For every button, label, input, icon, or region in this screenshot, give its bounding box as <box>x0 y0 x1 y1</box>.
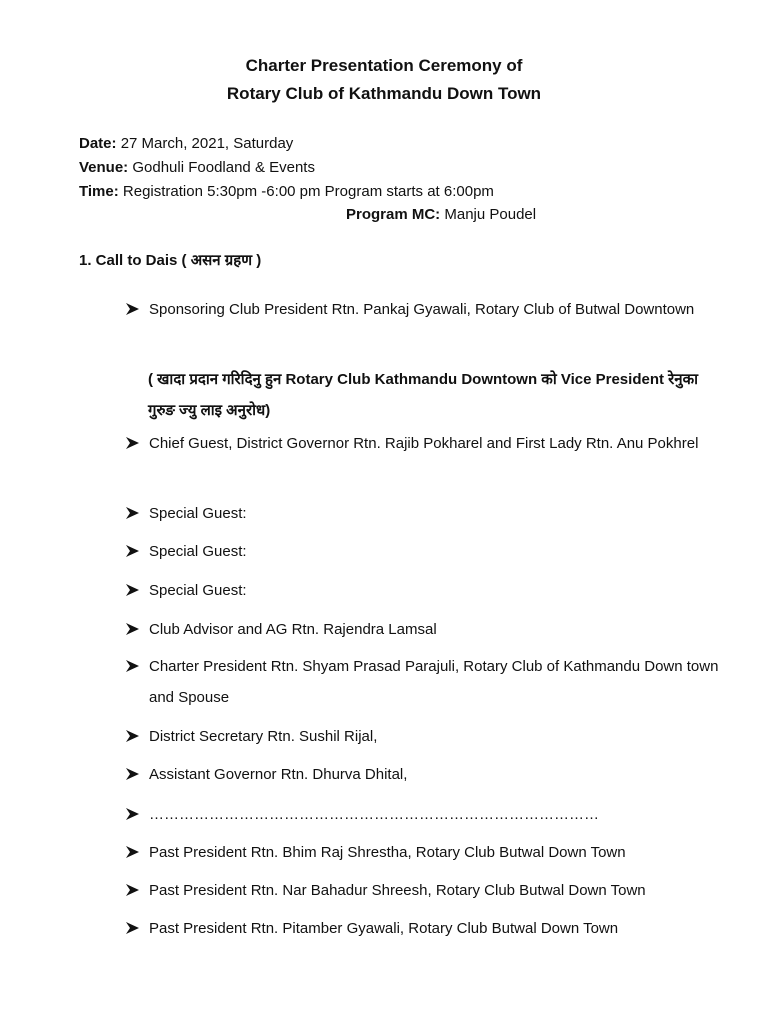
arrow-bullet-icon <box>126 799 140 830</box>
arrow-bullet-icon <box>126 837 140 868</box>
list-item-text: Chief Guest, District Governor Rtn. Rajib Pokharel and First Lady Rtn. Anu Pokhrel <box>149 435 699 452</box>
arrow-bullet-icon <box>126 536 140 567</box>
list-item <box>126 536 726 567</box>
venue-line <box>79 159 315 176</box>
venue-label: Venue: <box>79 159 129 176</box>
list-item-text: Special Guest: <box>149 582 247 599</box>
list-item <box>126 837 726 868</box>
time-value: Registration 5:30pm -6:00 pm Program starts at 6:00pm <box>122 183 494 200</box>
list-item-text: Charter President Rtn. Shyam Prasad Parajuli, Rotary Club of Kathmandu Down town and Spouse <box>149 658 719 706</box>
arrow-bullet-icon <box>126 575 140 606</box>
list-item <box>126 575 726 606</box>
list-item <box>126 799 726 830</box>
arrow-bullet-icon <box>126 428 140 459</box>
date-label: Date: <box>79 135 117 152</box>
program-mc-line <box>346 206 536 223</box>
list-item <box>126 428 726 459</box>
list-item <box>126 498 726 529</box>
arrow-bullet-icon <box>126 721 140 752</box>
time-line <box>79 183 494 200</box>
list-item-text: Sponsoring Club President Rtn. Pankaj Gyawali, Rotary Club of Butwal Downtown <box>149 301 695 318</box>
list-item-text: Special Guest: <box>149 543 247 560</box>
arrow-bullet-icon <box>126 294 140 325</box>
arrow-bullet-icon <box>126 913 140 944</box>
list-item <box>126 875 726 906</box>
list-item-text: Past President Rtn. Bhim Raj Shrestha, Rotary Club Butwal Down Town <box>149 844 626 861</box>
document-title-line-2: Rotary Club of Kathmandu Down Town <box>226 84 542 103</box>
list-item-text: Special Guest: <box>149 505 247 522</box>
list-item <box>126 294 726 325</box>
list-item-text: ……………………………………………………………………………… <box>149 806 599 823</box>
arrow-bullet-icon <box>126 759 140 790</box>
section-heading-call-to-dais: 1. Call to Dais ( असन ग्रहण ) <box>79 252 262 269</box>
list-item-text: Past President Rtn. Nar Bahadur Shreesh, Rotary Club Butwal Down Town <box>149 882 646 899</box>
arrow-bullet-icon <box>126 875 140 906</box>
list-item <box>126 651 726 713</box>
sponsor-note: ( खादा प्रदान गरिदिनु हुन Rotary Club Kathmandu Downtown को Vice President रेनुका गुरुङ ज्यु लाइ अनुरोध) <box>148 371 699 419</box>
list-item-text: District Secretary Rtn. Sushil Rijal, <box>149 728 378 745</box>
date-line <box>79 135 293 152</box>
list-item <box>126 721 726 752</box>
arrow-bullet-icon <box>126 614 140 645</box>
list-item-text: Club Advisor and AG Rtn. Rajendra Lamsal <box>149 621 437 638</box>
program-mc-value: Manju Poudel <box>444 206 537 223</box>
list-item <box>126 614 726 645</box>
venue-value: Godhuli Foodland & Events <box>132 159 315 176</box>
document-title-line-1: Charter Presentation Ceremony of <box>245 56 523 75</box>
arrow-bullet-icon <box>126 498 140 529</box>
list-item <box>126 759 726 790</box>
date-value: 27 March, 2021, Saturday <box>120 135 294 152</box>
list-item-text: Assistant Governor Rtn. Dhurva Dhital, <box>149 766 408 783</box>
time-label: Time: <box>79 183 119 200</box>
list-item <box>126 913 726 944</box>
program-mc-label: Program MC: <box>346 206 441 223</box>
arrow-bullet-icon <box>126 651 140 682</box>
list-item-text: Past President Rtn. Pitamber Gyawali, Rotary Club Butwal Down Town <box>149 920 619 937</box>
